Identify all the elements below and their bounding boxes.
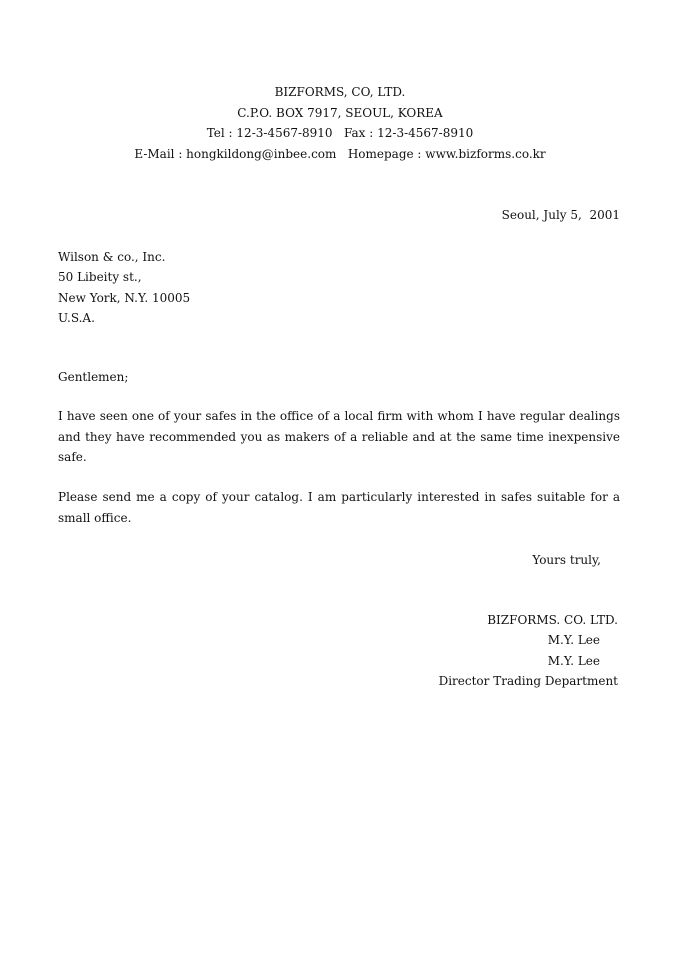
signature-block	[358, 610, 618, 691]
signature-company: BIZFORMS. CO. LTD.	[487, 613, 618, 627]
body-paragraph-2: Please send me a copy of your catalog. I am particularly interested in safes suitable for a small office.	[58, 490, 620, 525]
closing: Yours truly,	[532, 553, 601, 567]
letterhead-company: BIZFORMS, CO, LTD.	[274, 85, 406, 99]
recipient-city: New York, N.Y. 10005	[58, 290, 191, 305]
signature-name: M.Y. Lee	[547, 633, 600, 648]
recipient-street: 50 Libeity st.,	[58, 270, 142, 285]
recipient-country: U.S.A.	[58, 310, 95, 325]
letterhead-email-homepage: E-Mail : hongkildong@inbee.com Homepage : www.bizforms.co.kr	[134, 146, 546, 161]
signature-title: Director Trading Department	[438, 673, 618, 688]
letter-date: Seoul, July 5, 2001	[501, 208, 620, 222]
salutation: Gentlemen;	[58, 370, 129, 384]
recipient-address	[58, 247, 190, 328]
body-paragraph-1: I have seen one of your safes in the office of a local firm with whom I have regular dealings and they have recommended you as makers of a reliable and at the same time inexpensive safe.	[58, 409, 620, 464]
recipient-name: Wilson & co., Inc.	[58, 250, 166, 264]
letterhead	[0, 82, 680, 164]
letterhead-phone-fax: Tel : 12-3-4567-8910 Fax : 12-3-4567-8910	[206, 126, 474, 140]
signature-name-repeat: M.Y. Lee	[547, 653, 600, 668]
letterhead-address: C.P.O. BOX 7917, SEOUL, KOREA	[237, 105, 443, 120]
